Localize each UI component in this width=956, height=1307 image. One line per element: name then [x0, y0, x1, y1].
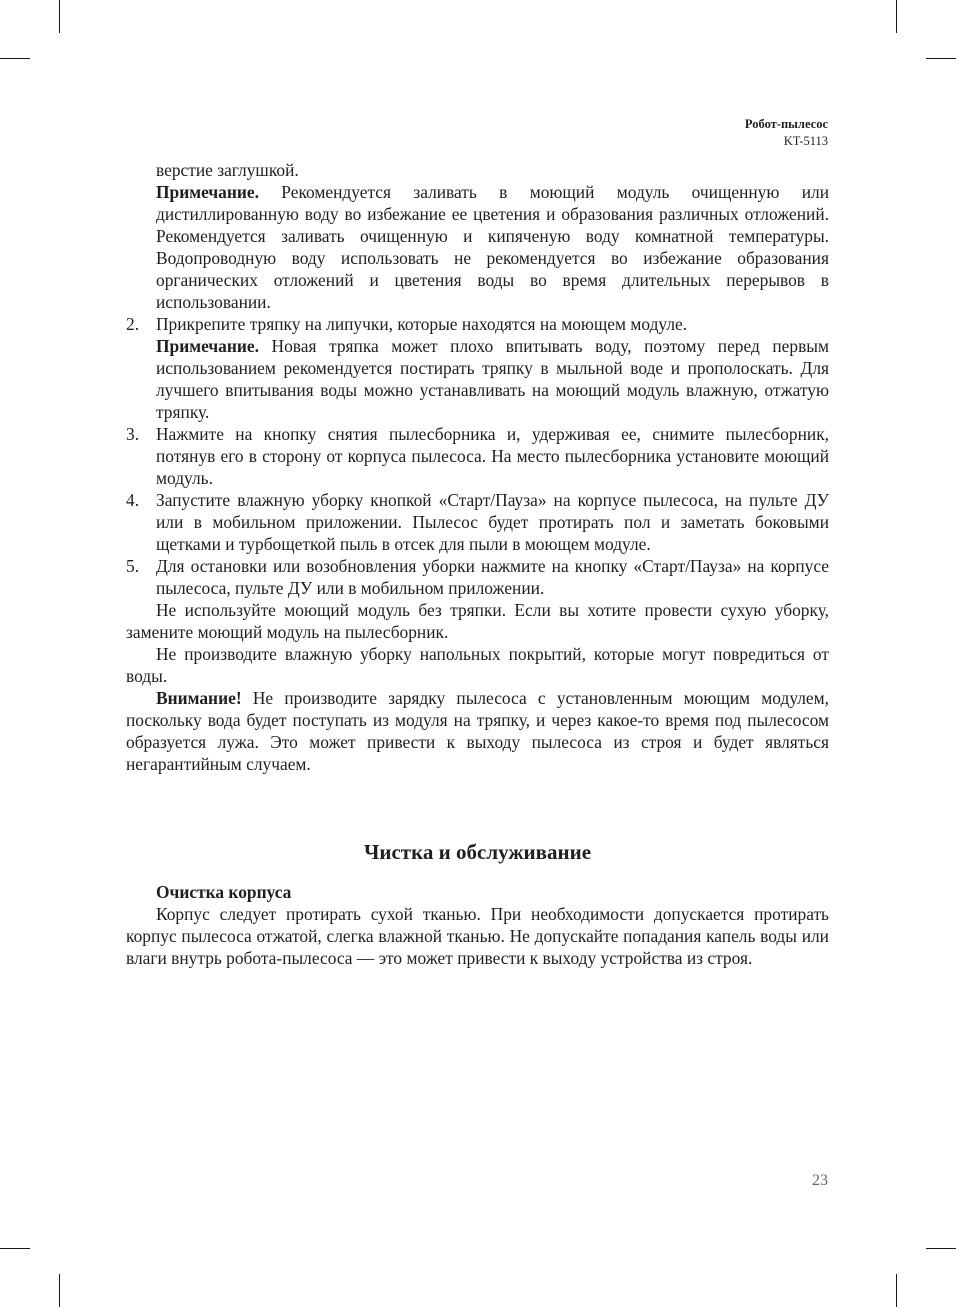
- list-number: 4.: [126, 490, 140, 510]
- running-header: [745, 116, 828, 150]
- warning-label: Внимание!: [156, 688, 242, 708]
- crop-mark-bottom-right-h: [926, 1248, 956, 1249]
- body-paragraph: Не производите влажную уборку напольных покрытий, которые могут повредиться от воды.: [126, 644, 829, 686]
- list-item: [126, 489, 829, 555]
- list-text: Запустите влажную уборку кнопкой «Старт/Пауза» на корпусе пылесоса, на пульте ДУ или в мобильном приложении. Пылесос будет протирать пол и заметать боковыми щетками и турбощеткой пыль в отсек для пыли в моющем модуле.: [156, 490, 829, 554]
- crop-mark-bottom-right: [896, 1274, 897, 1307]
- section-title: Чистка и обслуживание: [363, 840, 592, 864]
- note-paragraph: [126, 335, 829, 423]
- continuation-text: верстие заглушкой.: [156, 160, 299, 180]
- body-paragraph: Корпус следует протирать сухой тканью. При необходимости допускается протирать корпус пылесоса отжатой, слегка влажной тканью. Не допускайте попадания капель воды или влаги внутрь робота-пылесоса — это может привести к выходу устройства из строя.: [126, 904, 829, 968]
- list-number: 5.: [126, 556, 140, 576]
- body-paragraph: Не используйте моющий модуль без тряпки. Если вы хотите провести сухую уборку, замените моющий модуль на пылесборник.: [126, 600, 829, 642]
- note-label: Примечание.: [156, 182, 259, 202]
- note-label: Примечание.: [156, 336, 259, 356]
- list-number: 3.: [126, 424, 140, 444]
- header-product: Робот-пылесос: [744, 117, 828, 131]
- list-item: [126, 313, 829, 335]
- list-text: Прикрепите тряпку на липучки, которые находятся на моющем модуле.: [156, 314, 688, 334]
- list-number: 2.: [126, 314, 140, 334]
- page-content: [126, 159, 829, 969]
- list-item: [126, 423, 829, 489]
- warning-paragraph: [126, 687, 829, 775]
- note-paragraph: [126, 181, 829, 313]
- subheading: Очистка корпуса: [156, 882, 292, 902]
- list-item: [126, 555, 829, 599]
- crop-mark-bottom-left-h: [0, 1248, 30, 1249]
- crop-mark-bottom-left: [59, 1274, 60, 1307]
- crop-mark-top-right-h: [926, 58, 956, 59]
- note-text: Новая тряпка может плохо впитывать воду, поэтому перед первым использованием рекомендуется постирать тряпку в мыльной воде и прополоскать. Для лучшего впитывания воды можно устанавливать на моющий модуль влажную, отжатую тряпку.: [156, 336, 829, 422]
- header-model: KT-5113: [783, 134, 828, 148]
- list-text: Нажмите на кнопку снятия пылесборника и, удерживая ее, снимите пылесборник, потянув его в сторону от корпуса пылесоса. На место пылесборника установите моющий модуль.: [156, 424, 829, 488]
- crop-mark-top-left: [59, 0, 60, 33]
- list-text: Для остановки или возобновления уборки нажмите на кнопку «Старт/Пауза» на корпусе пылесоса, пульте ДУ или в мобильном приложении.: [156, 556, 829, 598]
- crop-mark-top-right: [896, 0, 897, 33]
- crop-mark-top-left-h: [0, 58, 30, 59]
- page-number: 23: [812, 1172, 828, 1189]
- note-text: Рекомендуется заливать в моющий модуль очищенную или дистиллированную воду во избежание ее цветения и образования различных отложений. Рекомендуется заливать очищенную и кипяченую воду комнатной температуры. Водопроводную воду использовать не рекомендуется во избежание образования органических отложений и цветения воды во время длительных перерывов в использовании.: [156, 182, 829, 312]
- warning-text: Не производите зарядку пылесоса с установленным моющим модулем, поскольку вода будет поступать из модуля на тряпку, и через какое-то время под пылесосом образуется лужа. Это может привести к выходу пылесоса из строя и будет являться негарантийным случаем.: [126, 688, 829, 774]
